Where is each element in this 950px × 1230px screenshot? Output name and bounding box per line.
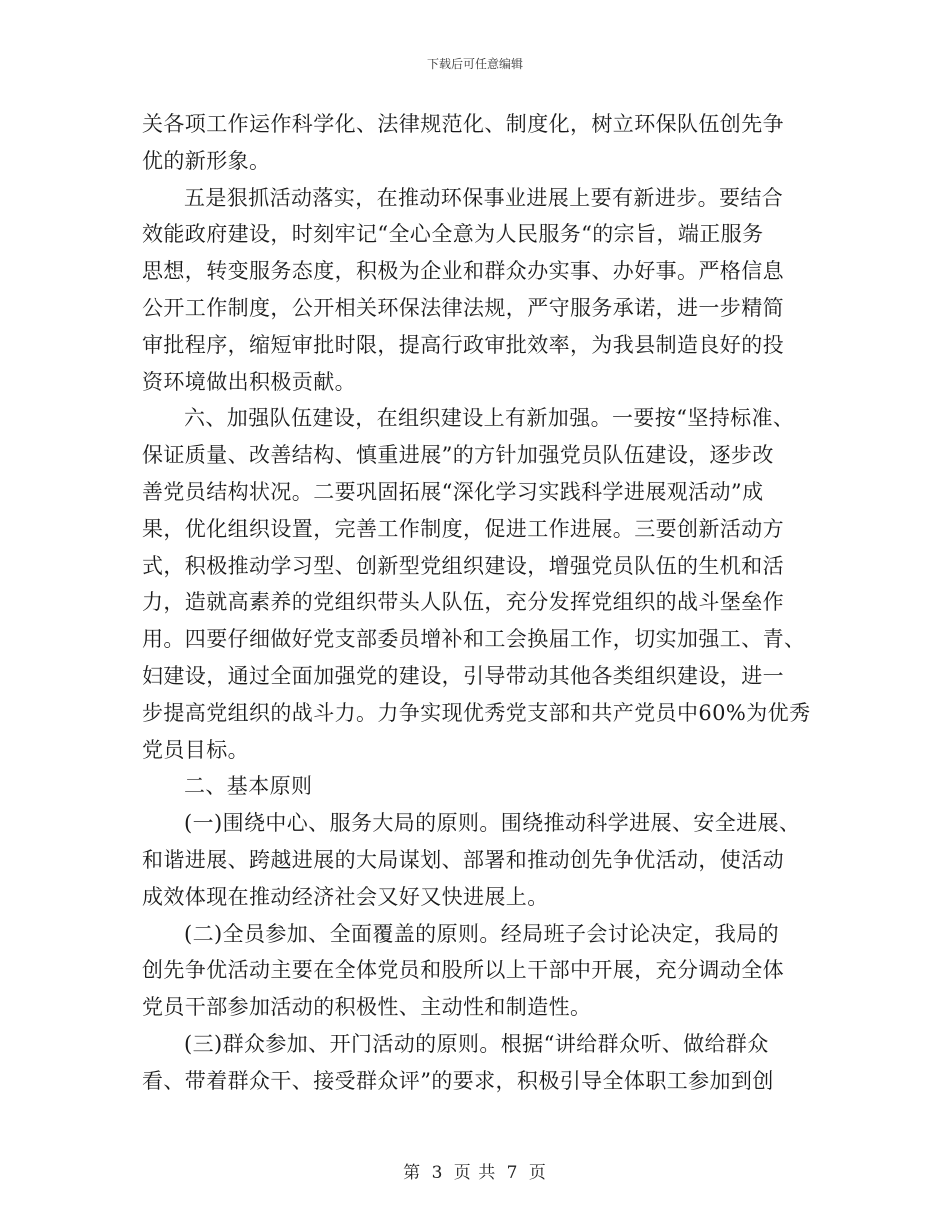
total-page-number: 7 — [506, 1163, 519, 1183]
paragraph-line: 看、带着群众干、接受群众评”的要求，积极引导全体职工参加到创 — [142, 1068, 774, 1093]
paragraph-line: 思想，转变服务态度，积极为企业和群众办实事、办好事。严格信息 — [142, 259, 784, 284]
paragraph-line: 保证质量、改善结构、慎重进展”的方针加强党员队伍建设，逐步改 — [142, 443, 774, 468]
paragraph — [142, 180, 810, 401]
paragraph-line: 用。四要仔细做好党支部委员增补和工会换届工作，切实加强工、青、 — [142, 627, 806, 652]
page-number-middle: 页 共 — [453, 1163, 497, 1183]
paragraph — [142, 400, 810, 768]
paragraph — [142, 805, 810, 915]
paragraph-line: 审批程序，缩短审批时限，提高行政审批效率，为我县制造良好的投 — [142, 332, 784, 357]
page-number-prefix: 第 — [403, 1163, 422, 1183]
paragraph — [142, 1026, 810, 1100]
page-header-note: 下载后可任意编辑 — [426, 57, 523, 71]
paragraph-line: 优的新形象。 — [142, 148, 271, 173]
paragraph-line: (三)群众参加、开门活动的原则。根据“讲给群众听、做给群众 — [184, 1031, 769, 1056]
paragraph-line: 效能政府建设，时刻牢记“全心全意为人民服务“的宗旨，端正服务 — [142, 222, 764, 247]
paragraph-line: 关各项工作运作科学化、法律规范化、制度化，树立环保队伍创先争 — [142, 112, 784, 136]
paragraph-line: 创先争优活动主要在全体党员和股所以上干部中开展，充分调动全体 — [142, 958, 784, 983]
page-footer — [0, 1158, 950, 1183]
paragraph-line: 党员干部参加活动的积极性、主动性和制造性。 — [142, 995, 592, 1020]
paragraph-line: 党员目标。 — [142, 737, 249, 762]
paragraph-line: 妇建设，通过全面加强党的建设，引导带动其他各类组织建设，进一 — [142, 663, 784, 688]
paragraph-line: 步提高党组织的战斗力。力争实现优秀党支部和共产党员中60%为优秀 — [142, 700, 811, 725]
paragraph-line: 公开工作制度，公开相关环保法律法规，严守服务承诺，进一步精简 — [142, 295, 784, 320]
paragraph-line: 资环境做出积极贡献。 — [142, 369, 356, 394]
paragraph-line: 六、加强队伍建设，在组织建设上有新加强。一要按“坚持标准、 — [184, 406, 795, 431]
paragraph-line: 善党员结构状况。二要巩固拓展“深化学习实践科学进展观活动”成 — [142, 479, 764, 504]
document-body — [142, 106, 810, 1100]
current-page-number: 3 — [431, 1163, 444, 1183]
paragraph-line: 二、基本原则 — [184, 774, 313, 799]
paragraph-line: (一)围绕中心、服务大局的原则。围绕推动科学进展、安全进展、 — [184, 811, 801, 836]
paragraph-line: 力，造就高素养的党组织带头人队伍，充分发挥党组织的战斗堡垒作 — [142, 590, 784, 615]
page-number-suffix: 页 — [528, 1163, 547, 1183]
paragraph-line: 成效体现在推动经济社会又好又快进展上。 — [142, 884, 549, 909]
paragraph — [142, 768, 810, 805]
paragraph-line: (二)全员参加、全面覆盖的原则。经局班子会讨论决定，我局的 — [184, 921, 779, 946]
paragraph-line: 式，积极推动学习型、创新型党组织建设，增强党员队伍的生机和活 — [142, 553, 784, 578]
paragraph — [142, 106, 810, 180]
paragraph — [142, 916, 810, 1026]
paragraph-line: 果，优化组织设置，完善工作制度，促进工作进展。三要创新活动方 — [142, 516, 784, 541]
paragraph-line: 五是狠抓活动落实，在推动环保事业进展上要有新进步。要结合 — [184, 185, 784, 210]
paragraph-line: 和谐进展、跨越进展的大局谋划、部署和推动创先争优活动，使活动 — [142, 847, 784, 872]
